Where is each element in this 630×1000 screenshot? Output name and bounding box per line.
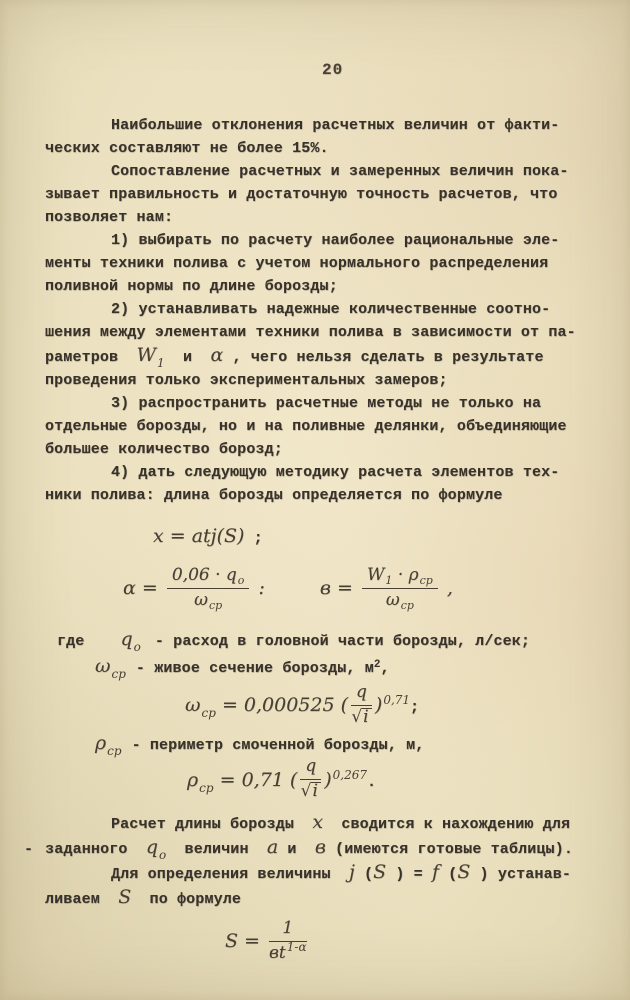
typewritten-text: раметров xyxy=(45,349,137,366)
text-line xyxy=(45,160,575,183)
math-symbol: ) xyxy=(374,694,383,716)
text-line xyxy=(45,461,575,484)
math-exponent: 0,267 xyxy=(332,767,368,782)
typewritten-text: Сопоставление расчетных и замеренных величин пока- xyxy=(111,163,569,180)
math-symbol: x xyxy=(312,811,324,834)
page-body xyxy=(24,114,576,967)
typewritten-text: сводится к нахождению для xyxy=(323,816,571,834)
text-line xyxy=(45,861,575,886)
text-line xyxy=(45,654,575,683)
typewritten-text: поливной нормы по длине борозды; xyxy=(45,278,338,295)
fraction-numerator xyxy=(300,756,321,780)
math-subscript: о xyxy=(237,573,245,587)
typewritten-text: Для определения величины xyxy=(111,866,349,884)
math-subscript: ср xyxy=(208,598,223,612)
math-symbol: W xyxy=(366,564,385,585)
text-line xyxy=(45,731,575,758)
text-line xyxy=(45,183,575,206)
math-symbol: ω xyxy=(385,589,400,610)
text-line xyxy=(45,811,575,836)
math-symbol: α = xyxy=(123,577,164,599)
typewritten-text: 2) устанавливать надежные количественные соотно- xyxy=(111,301,551,318)
typewritten-text: зывает правильность и достаточную точность расчетов, что xyxy=(45,186,558,203)
math-symbol: = 0,000525 ( xyxy=(215,694,349,716)
text-line xyxy=(24,836,575,861)
radical-sign-icon: √ xyxy=(351,706,363,727)
math-symbol: ρ xyxy=(95,731,107,754)
math-symbol: W xyxy=(136,344,157,366)
text-line xyxy=(45,627,575,654)
math-symbol: q xyxy=(305,756,317,777)
math-subscript: ср xyxy=(111,667,126,681)
typewritten-text: и xyxy=(278,841,315,859)
math-symbol: S xyxy=(118,886,132,909)
text-line xyxy=(45,392,575,415)
typewritten-text: ) устанав- xyxy=(470,866,572,884)
typewritten-text: - периметр смоченной борозды, м, xyxy=(131,736,425,754)
typewritten-text: шения между элементами техники полива в зависимости от па- xyxy=(45,324,576,341)
math-symbol: x = atj(S) xyxy=(153,525,245,547)
typewritten-superscript: 2 xyxy=(373,659,381,671)
text-line xyxy=(185,683,575,731)
text-line xyxy=(45,886,575,911)
text-line xyxy=(45,298,575,321)
text-line xyxy=(45,229,575,252)
text-line xyxy=(123,562,575,617)
math-subscript: ср xyxy=(199,780,214,795)
page-number: 20 xyxy=(322,61,344,79)
typewritten-text: проведения только экспериментальных замеров; xyxy=(45,372,448,389)
math-subscript: ср xyxy=(107,743,122,758)
text-line xyxy=(45,438,575,461)
math-symbol: ρ xyxy=(187,768,199,791)
radical xyxy=(351,706,371,728)
math-symbol: · ρ xyxy=(392,564,419,585)
fraction-numerator xyxy=(167,565,250,589)
math-subscript: ср xyxy=(201,706,216,720)
radical-content xyxy=(362,708,371,728)
typewritten-text: по формуле xyxy=(131,891,242,909)
typewritten-text: ники полива: длина борозды определяется по формуле xyxy=(45,487,503,504)
text-line xyxy=(45,206,575,229)
text-line xyxy=(45,344,575,369)
typewritten-text: 1) выбирать по расчету наиболее рациональные эле- xyxy=(111,232,560,249)
fraction-numerator xyxy=(351,682,372,706)
text-line xyxy=(225,919,575,967)
typewritten-text: , чего нельзя сделать в результате xyxy=(223,349,544,366)
math-symbol: α xyxy=(210,344,224,366)
math-symbol: S xyxy=(373,861,387,884)
math-symbol: ω xyxy=(194,589,208,610)
math-subscript: ср xyxy=(419,573,433,587)
math-symbol: ) xyxy=(324,768,332,791)
math-symbol: = 0,71 ( xyxy=(213,768,298,791)
math-symbol: f xyxy=(431,861,440,884)
math-symbol: i xyxy=(312,781,318,802)
typewritten-text: ливаем xyxy=(45,891,119,909)
typewritten-text: ) = xyxy=(386,866,432,884)
math-symbol: : xyxy=(252,577,265,599)
typewritten-text: ческих составляют не более 15%. xyxy=(45,140,329,157)
math-symbol: в = xyxy=(319,577,359,599)
typewritten-text: ( xyxy=(439,866,458,884)
math-symbol: 0,06 · q xyxy=(171,564,237,585)
radical xyxy=(301,783,321,802)
math-symbol: q xyxy=(120,628,133,650)
math-symbol: S = xyxy=(225,930,267,953)
text-line xyxy=(187,758,575,806)
fraction xyxy=(269,918,307,965)
text-line xyxy=(45,415,575,438)
text-line xyxy=(45,369,575,392)
typewritten-text: , xyxy=(380,660,390,677)
typewritten-text: где xyxy=(57,633,85,650)
typewritten-text: . xyxy=(367,773,377,791)
typewritten-text: и xyxy=(164,349,211,366)
fraction xyxy=(167,565,250,612)
math-exponent: 1-α xyxy=(286,939,307,954)
text-line xyxy=(45,114,575,137)
math-symbol: 1 xyxy=(282,917,294,938)
typewritten-text: (имеются готовые таблицы). xyxy=(325,841,573,859)
math-symbol: a xyxy=(266,836,279,859)
typewritten-text: 4) дать следующую методику расчета элементов тех- xyxy=(111,464,560,481)
math-symbol: i xyxy=(363,706,369,727)
text-line xyxy=(45,275,575,298)
text-line xyxy=(45,252,575,275)
typewritten-text: заданного xyxy=(45,841,146,859)
fraction-denominator xyxy=(351,706,372,729)
math-subscript: о xyxy=(159,848,167,863)
text-line xyxy=(45,484,575,507)
math-subscript: ср xyxy=(400,598,414,612)
typewritten-text: Наибольшие отклонения расчетных величин от факти- xyxy=(111,117,560,134)
fraction xyxy=(300,756,321,803)
typewritten-text: - расход в головной части борозды, л/сек; xyxy=(154,633,531,650)
radical-sign-icon: √ xyxy=(300,781,312,802)
text-line xyxy=(45,137,575,160)
text-line xyxy=(153,521,575,554)
typewritten-text: ; xyxy=(410,699,420,716)
typewritten-text: позволяет нам: xyxy=(45,209,174,226)
math-symbol: ω xyxy=(95,655,111,677)
fraction xyxy=(362,565,438,612)
math-symbol: q xyxy=(356,681,367,702)
typewritten-text: величин xyxy=(166,841,267,859)
typewritten-text: - xyxy=(24,841,34,859)
fraction xyxy=(351,682,372,729)
math-symbol: ω xyxy=(185,694,201,716)
math-subscript: 1 xyxy=(157,356,165,370)
math-subscript: о xyxy=(133,640,141,654)
typewritten-text: большее количество борозд; xyxy=(45,441,283,458)
typewritten-text: ( xyxy=(354,866,374,884)
math-symbol: , xyxy=(440,577,453,599)
typewritten-text: ; xyxy=(244,530,263,547)
math-symbol: j xyxy=(348,861,355,884)
typewritten-text: отдельные борозды, но и на поливные делянки, объединяющие xyxy=(45,418,567,435)
text-line xyxy=(45,321,575,344)
typewritten-text: Расчет длины борозды xyxy=(111,816,313,834)
typewritten-text: 3) распространить расчетные методы не только на xyxy=(111,395,542,412)
math-exponent: 0,71 xyxy=(383,693,411,707)
fraction-numerator xyxy=(362,565,438,589)
radical-content xyxy=(311,782,320,802)
math-symbol: в xyxy=(314,836,326,859)
fraction-denominator xyxy=(167,589,250,612)
math-symbol: вt xyxy=(269,942,286,963)
fraction-denominator xyxy=(300,780,321,803)
fraction-denominator xyxy=(362,589,438,612)
fraction-numerator xyxy=(269,918,307,942)
math-symbol: S xyxy=(457,861,471,884)
typewritten-text: менты техники полива с учетом нормального распределения xyxy=(45,255,549,272)
math-symbol: q xyxy=(145,836,158,859)
fraction-denominator xyxy=(269,939,307,965)
typewritten-text: - живое сечение борозды, м xyxy=(135,660,374,677)
math-subscript: 1 xyxy=(385,573,393,587)
